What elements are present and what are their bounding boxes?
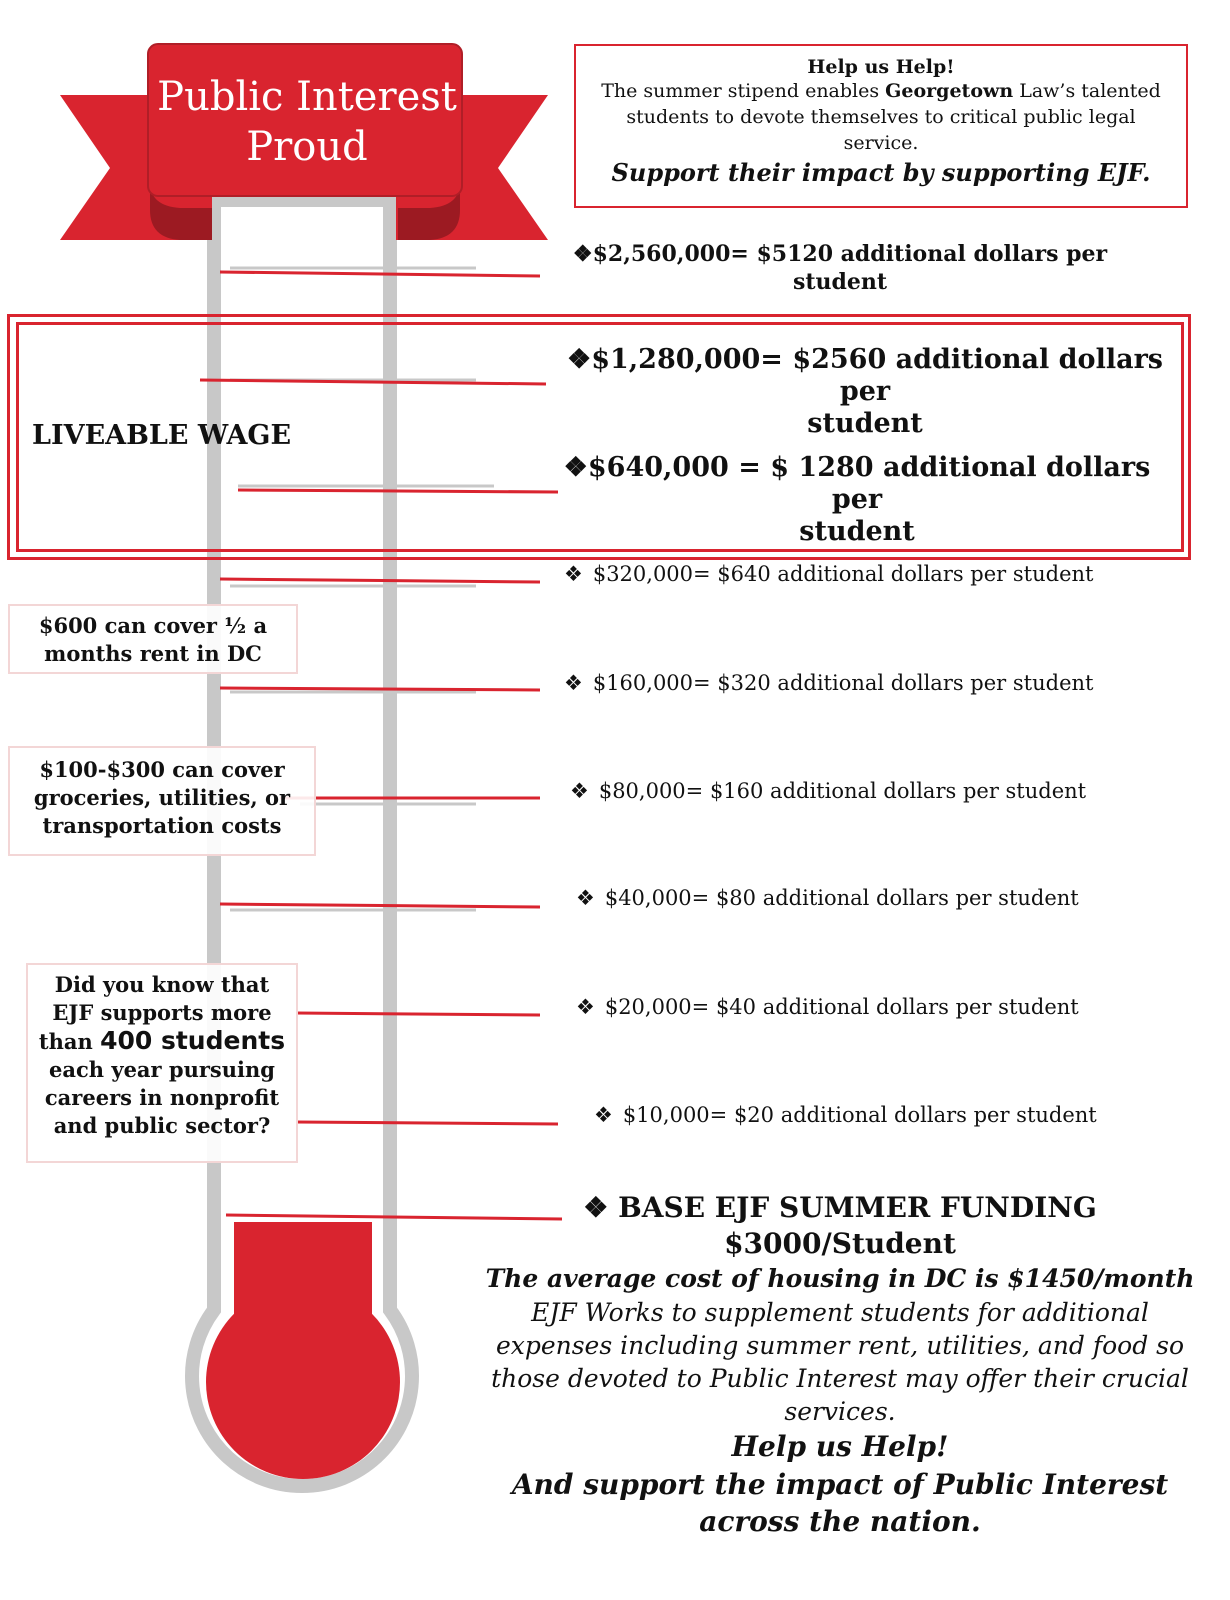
base-housing-cost: The average cost of housing in DC is $1450/month: [485, 1264, 1195, 1293]
bullet-icon: ❖: [566, 344, 592, 375]
tier-2560000-line1: $2,560,000= $5120 additional dollars per: [592, 241, 1108, 267]
base-title-text: BASE EJF SUMMER FUNDING: [618, 1191, 1097, 1224]
base-amount: $3000/Student: [724, 1227, 956, 1260]
tier-640000-line2: student: [799, 516, 915, 547]
tier-160000-text: $160,000= $320 additional dollars per student: [592, 671, 1094, 695]
tier-160000: [564, 671, 1093, 695]
note-rent: [8, 604, 298, 674]
tier-10000: [594, 1103, 1097, 1127]
banner-line-1: Public Interest: [157, 74, 457, 120]
help-box-text-post: Law’s talented students to devote themselves to critical public legal service.: [626, 80, 1161, 154]
tier-40000-text: $40,000= $80 additional dollars per student: [604, 886, 1079, 910]
bullet-icon: ❖: [594, 1103, 613, 1127]
bullet-icon: ❖: [572, 241, 593, 267]
tier-2560000-line2: student: [792, 269, 888, 295]
help-box-text-pre: The summer stipend enables: [601, 80, 886, 102]
tier-2560000: [560, 240, 1120, 296]
base-title: [470, 1190, 1210, 1226]
note-groceries-line2: groceries, utilities, or: [33, 785, 291, 810]
help-box-text-bold: Georgetown: [885, 80, 1014, 102]
help-box-title: Help us Help!: [807, 56, 955, 78]
tier-640000: [548, 452, 1166, 548]
liveable-wage-label: LIVEABLE WAGE: [32, 420, 292, 451]
tier-20000: [576, 995, 1079, 1019]
note-rent-line2: months rent in DC: [44, 641, 262, 666]
bullet-icon: ❖: [576, 886, 595, 910]
tier-1280000-line1: $1,280,000= $2560 additional dollars per: [591, 344, 1164, 407]
tier-1280000: [556, 344, 1174, 440]
banner-line-2: Proud: [246, 124, 368, 170]
bullet-icon: ❖: [576, 995, 595, 1019]
note-dyk-line2: EJF supports more: [52, 1000, 272, 1025]
note-dyk-line3: [28, 1027, 296, 1056]
tier-20000-text: $20,000= $40 additional dollars per student: [604, 995, 1079, 1019]
base-funding-section: [470, 1190, 1210, 1540]
note-dyk-line6: and public sector?: [53, 1113, 271, 1138]
tier-80000-text: $80,000= $160 additional dollars per student: [598, 779, 1087, 803]
bullet-icon: ❖: [563, 452, 588, 483]
note-groceries-line3: transportation costs: [42, 813, 282, 838]
note-dyk-line1: Did you know that: [54, 972, 270, 997]
bullet-icon: ❖: [570, 779, 589, 803]
note-groceries-line1: $100-$300 can cover: [39, 757, 285, 782]
tier-640000-line1: $640,000 = $ 1280 additional dollars per: [587, 452, 1151, 515]
tier-10000-text: $10,000= $20 additional dollars per student: [622, 1103, 1097, 1127]
base-cta-support: And support the impact of Public Interest across the nation.: [511, 1468, 1169, 1538]
note-did-you-know: [26, 963, 298, 1163]
tier-320000: [564, 562, 1093, 586]
banner-title: [152, 72, 462, 172]
help-box-tagline: Support their impact by supporting EJF.: [611, 158, 1151, 187]
help-box-text: [576, 78, 1186, 156]
note-groceries: [8, 746, 316, 856]
bullet-icon: ❖: [564, 671, 583, 695]
bullet-icon: ❖: [564, 562, 583, 586]
tier-40000: [576, 886, 1079, 910]
base-body: EJF Works to supplement students for additional expenses including summer rent, utilities, and food so those devoted to Public Interest may offer their crucial services.: [491, 1298, 1189, 1426]
help-us-help-box: [574, 44, 1188, 208]
note-dyk-line5: careers in nonprofit: [44, 1085, 280, 1110]
base-cta-help: Help us Help!: [731, 1430, 949, 1463]
note-rent-line1: $600 can cover ½ a: [38, 613, 268, 638]
tier-80000: [570, 779, 1086, 803]
note-dyk-line3-pre: than: [38, 1029, 101, 1054]
tier-1280000-line2: student: [807, 408, 923, 439]
note-dyk-line4: each year pursuing: [49, 1057, 275, 1082]
note-dyk-400-students: 400 students: [100, 1026, 286, 1055]
tier-320000-text: $320,000= $640 additional dollars per student: [592, 562, 1094, 586]
bullet-icon: ❖: [583, 1191, 609, 1224]
